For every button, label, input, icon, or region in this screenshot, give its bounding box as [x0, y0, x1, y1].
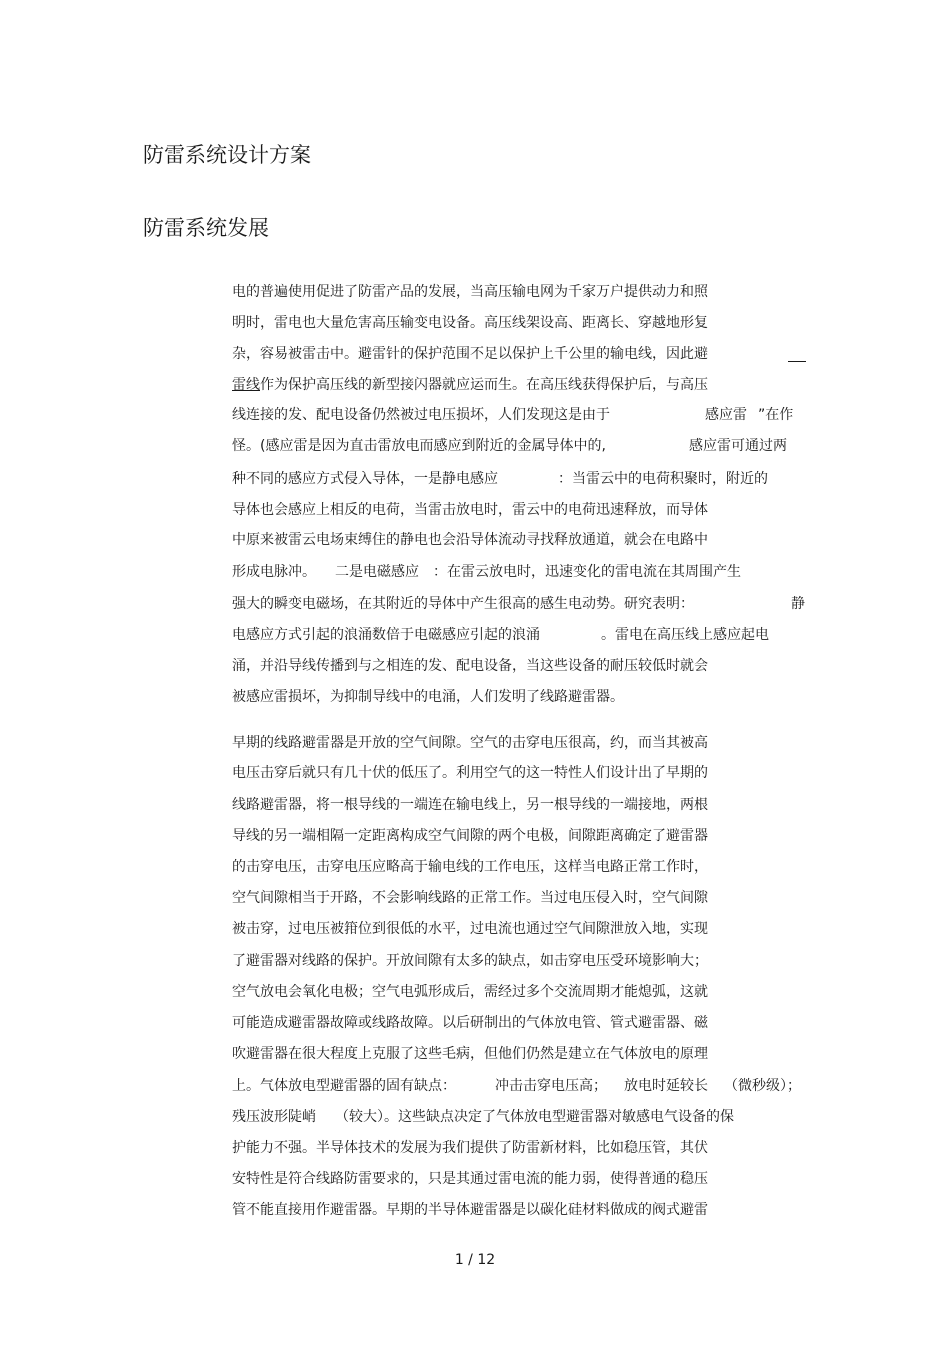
text-line: 中原来被雷云电场束缚住的静电也会沿导体流动寻找释放通道，就会在电路中: [232, 532, 708, 548]
text-line: 早期的线路避雷器是开放的空气间隙。空气的击穿电压很高，约，而当其被高: [232, 735, 708, 751]
text-line: 导体也会感应上相反的电荷，当雷击放电时，雷云中的电荷迅速释放，而导体: [232, 502, 708, 518]
text-line: 种不同的感应方式侵入导体，一是静电感应: [232, 471, 498, 487]
text-run: 感应雷: [705, 407, 747, 423]
underlined-term: 雷线: [232, 377, 260, 393]
text-line: 强大的瞬变电磁场，在其附近的导体中产生很高的感生电动势。研究表明：: [232, 596, 694, 612]
text-run: 二是电磁感应: [335, 564, 419, 580]
text-run: 冲击击穿电压高；: [495, 1078, 607, 1094]
text-line: 可能造成避雷器故障或线路故障。以后研制出的气体放电管、管式避雷器、磁: [232, 1015, 708, 1031]
text-line: 电压击穿后就只有几十伏的低压了。利用空气的这一特性人们设计出了早期的: [232, 765, 708, 781]
text-run: ：当雷云中的电荷积聚时，附近的: [558, 471, 768, 487]
text-line: [232, 376, 708, 394]
text-line: 电感应方式引起的浪涌数倍于电磁感应引起的浪涌: [232, 627, 540, 643]
text-line: 明时，雷电也大量危害高压输变电设备。高压线架设高、距离长、穿越地形复: [232, 315, 708, 331]
text-line: 残压波形陡峭: [232, 1109, 316, 1125]
text-line: 怪。(感应雷是因为直击雷放电而感应到附近的金属导体中的,: [232, 438, 606, 454]
text-run: 。雷电在高压线上感应起电: [601, 627, 769, 643]
text-run: （微秒级）；: [724, 1078, 801, 1094]
text-line: 空气放电会氧化电极；空气电弧形成后，需经过多个交流周期才能熄弧，这就: [232, 984, 708, 1000]
page-number: 1 / 12: [454, 1252, 496, 1268]
text-line: 线连接的发、配电设备仍然被过电压损坏，人们发现这是由于: [232, 407, 610, 423]
text-run: ”在作: [758, 407, 794, 423]
text-line: 电的普遍使用促进了防雷产品的发展，当高压输电网为千家万户提供动力和照: [232, 284, 708, 300]
underline-dash: [788, 361, 806, 362]
text-line: 线路避雷器，将一根导线的一端连在输电线上，另一根导线的一端接地，两根: [232, 797, 708, 813]
text-line: 上。气体放电型避雷器的固有缺点：: [232, 1078, 456, 1094]
text-line: 杂，容易被雷击中。避雷针的保护范围不足以保护上千公里的输电线，因此避: [232, 346, 708, 362]
section-title: 防雷系统发展: [143, 216, 269, 240]
text-line: 被击穿，过电压被箝位到很低的水平，过电流也通过空气间隙泄放入地，实现: [232, 921, 708, 937]
text-run: （较大）。这些缺点决定了气体放电型避雷器对敏感电气设备的保: [335, 1109, 734, 1125]
text-line: 空气间隙相当于开路，不会影响线路的正常工作。当过电压侵入时，空气间隙: [232, 890, 708, 906]
document-title: 防雷系统设计方案: [143, 143, 311, 167]
text-run: ：在雷云放电时，迅速变化的雷电流在其周围产生: [433, 564, 741, 580]
text-line: 形成电脉冲。: [232, 564, 316, 580]
text-line: 涌，并沿导线传播到与之相连的发、配电设备，当这些设备的耐压较低时就会: [232, 658, 708, 674]
text-line: 护能力不强。半导体技术的发展为我们提供了防雷新材料，比如稳压管，其伏: [232, 1140, 708, 1156]
text-run: 感应雷可通过两: [689, 438, 787, 454]
text-line: 的击穿电压，击穿电压应略高于输电线的工作电压，这样当电路正常工作时，: [232, 859, 708, 875]
text-run: 放电时延较长: [624, 1078, 708, 1094]
text-line: 管不能直接用作避雷器。早期的半导体避雷器是以碳化硅材料做成的阀式避雷: [232, 1202, 708, 1218]
text-run: 作为保护高压线的新型接闪器就应运而生。在高压线获得保护后，与高压: [260, 377, 708, 393]
text-run: 静: [791, 596, 805, 612]
text-line: 被感应雷损坏，为抑制导线中的电涌，人们发明了线路避雷器。: [232, 689, 624, 705]
text-line: 安特性是符合线路防雷要求的，只是其通过雷电流的能力弱，使得普通的稳压: [232, 1171, 708, 1187]
text-line: 吹避雷器在很大程度上克服了这些毛病，但他们仍然是建立在气体放电的原理: [232, 1046, 708, 1062]
text-line: 导线的另一端相隔一定距离构成空气间隙的两个电极，间隙距离确定了避雷器: [232, 828, 708, 844]
text-line: 了避雷器对线路的保护。开放间隙有太多的缺点，如击穿电压受环境影响大；: [232, 953, 708, 969]
